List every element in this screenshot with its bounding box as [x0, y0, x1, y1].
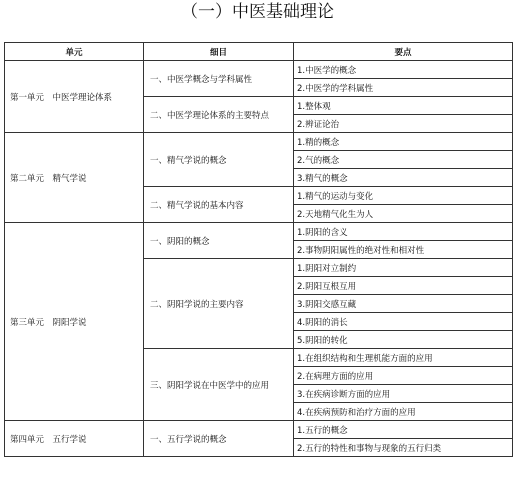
unit-cell: 第三单元 阴阳学说 — [5, 223, 144, 421]
point-cell: 3.精气的概念 — [294, 169, 513, 187]
table-row — [5, 223, 513, 241]
point-cell: 2.在病理方面的应用 — [294, 367, 513, 385]
point-cell: 2.中医学的学科属性 — [294, 79, 513, 97]
point-cell: 1.精的概念 — [294, 133, 513, 151]
point-cell: 4.阴阳的消长 — [294, 313, 513, 331]
unit-cell: 第二单元 精气学说 — [5, 133, 144, 223]
unit-cell: 第四单元 五行学说 — [5, 421, 144, 457]
point-cell: 2.五行的特性和事物与现象的五行归类 — [294, 439, 513, 457]
point-cell: 1.阴阳对立制约 — [294, 259, 513, 277]
item-cell: 二、阴阳学说的主要内容 — [144, 259, 294, 349]
point-cell: 1.阴阳的含义 — [294, 223, 513, 241]
item-cell: 三、阴阳学说在中医学中的应用 — [144, 349, 294, 421]
point-cell: 5.阴阳的转化 — [294, 331, 513, 349]
table-row — [5, 61, 513, 79]
header-item: 细目 — [144, 43, 294, 61]
table-header-row — [5, 43, 513, 61]
point-cell: 1.在组织结构和生理机能方面的应用 — [294, 349, 513, 367]
point-cell: 2.天地精气化生为人 — [294, 205, 513, 223]
item-cell: 二、精气学说的基本内容 — [144, 187, 294, 223]
item-cell: 二、中医学理论体系的主要特点 — [144, 97, 294, 133]
table-row — [5, 421, 513, 439]
point-cell: 4.在疾病预防和治疗方面的应用 — [294, 403, 513, 421]
table-body — [5, 61, 513, 457]
point-cell: 1.整体观 — [294, 97, 513, 115]
syllabus-table — [4, 42, 513, 457]
page-title: （一）中医基础理论 — [181, 2, 334, 22]
point-cell: 2.阴阳互根互用 — [294, 277, 513, 295]
point-cell: 2.气的概念 — [294, 151, 513, 169]
unit-cell: 第一单元 中医学理论体系 — [5, 61, 144, 133]
point-cell: 1.中医学的概念 — [294, 61, 513, 79]
item-cell: 一、精气学说的概念 — [144, 133, 294, 187]
point-cell: 1.精气的运动与变化 — [294, 187, 513, 205]
header-point: 要点 — [294, 43, 513, 61]
point-cell: 3.在疾病诊断方面的应用 — [294, 385, 513, 403]
header-unit: 单元 — [5, 43, 144, 61]
point-cell: 2.事物阴阳属性的绝对性和相对性 — [294, 241, 513, 259]
item-cell: 一、五行学说的概念 — [144, 421, 294, 457]
point-cell: 3.阴阳交感互藏 — [294, 295, 513, 313]
item-cell: 一、中医学概念与学科属性 — [144, 61, 294, 97]
table-row — [5, 133, 513, 151]
item-cell: 一、阴阳的概念 — [144, 223, 294, 259]
point-cell: 1.五行的概念 — [294, 421, 513, 439]
point-cell: 2.辨证论治 — [294, 115, 513, 133]
